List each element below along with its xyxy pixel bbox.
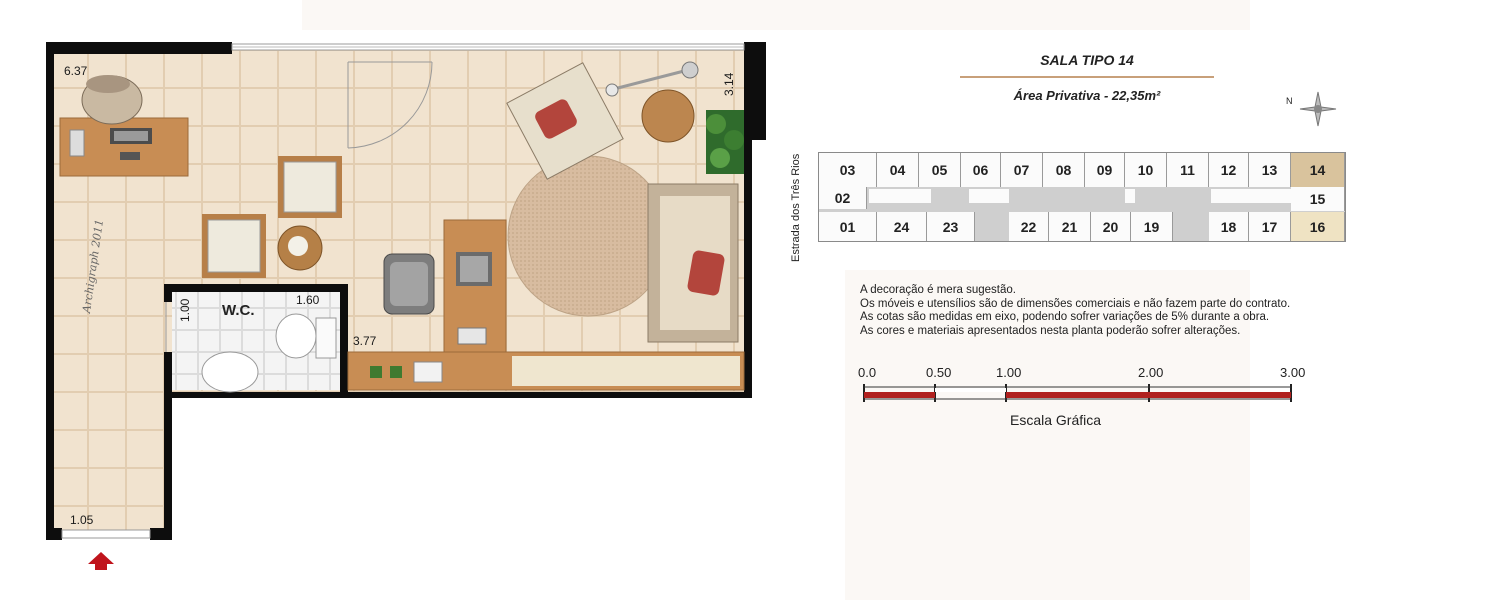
chair-left bbox=[82, 75, 142, 124]
entrance-arrow bbox=[88, 552, 114, 570]
dim-label: 1.05 bbox=[70, 513, 94, 527]
rug bbox=[508, 156, 668, 316]
unit-title: SALA TIPO 14 bbox=[1040, 52, 1134, 68]
note-line: As cores e materiais apresentados nesta planta poderão sofrer alterações. bbox=[860, 324, 1241, 337]
dim-label: 6.37 bbox=[64, 64, 88, 78]
bookshelf bbox=[348, 352, 744, 390]
keyplan-unit-09: 09 bbox=[1085, 153, 1125, 187]
scale-bar bbox=[860, 382, 1296, 404]
keyplan-unit-06: 06 bbox=[961, 153, 1001, 187]
dim-label: 3.14 bbox=[722, 72, 736, 96]
keyplan-unit-14: 14 bbox=[1291, 153, 1345, 187]
keyplan-unit-02: 02 bbox=[819, 187, 867, 209]
window-top bbox=[232, 44, 744, 50]
keyplan-unit-11: 11 bbox=[1167, 153, 1209, 187]
armchair-left bbox=[202, 214, 266, 278]
keyplan-unit-17: 17 bbox=[1249, 212, 1291, 241]
unit-area: Área Privativa - 22,35m² bbox=[1013, 88, 1161, 103]
title-divider bbox=[960, 76, 1214, 78]
dim-label: 1.60 bbox=[296, 293, 320, 307]
street-label: Estrada dos Três Rios bbox=[790, 153, 802, 262]
keyplan-unit-22: 22 bbox=[1009, 212, 1049, 241]
keyplan-unit-20: 20 bbox=[1091, 212, 1131, 241]
keyplan-unit-18: 18 bbox=[1209, 212, 1249, 241]
keyplan-unit-05: 05 bbox=[919, 153, 961, 187]
keyplan-unit-13: 13 bbox=[1249, 153, 1291, 187]
dim-label: 3.77 bbox=[353, 334, 377, 348]
scale-caption: Escala Gráfica bbox=[1010, 412, 1102, 428]
scale-label: 3.00 bbox=[1280, 365, 1306, 380]
keyplan-unit-23: 23 bbox=[927, 212, 975, 241]
keyplan-unit-12: 12 bbox=[1209, 153, 1249, 187]
keyplan-unit-07: 07 bbox=[1001, 153, 1043, 187]
scale-label: 0.0 bbox=[858, 365, 877, 380]
wc-label: W.C. bbox=[222, 302, 255, 319]
keyplan-unit-19: 19 bbox=[1131, 212, 1173, 241]
armchair-top bbox=[278, 156, 342, 218]
keyplan-unit-24: 24 bbox=[877, 212, 927, 241]
note-line: Os móveis e utensílios são de dimensões comerciais e não fazem parte do contrato. bbox=[860, 297, 1291, 310]
dim-label: 1.00 bbox=[178, 298, 192, 322]
scale-label: 0.50 bbox=[926, 365, 952, 380]
keyplan-unit-21: 21 bbox=[1049, 212, 1091, 241]
scale-label: 2.00 bbox=[1138, 365, 1164, 380]
keyplan-unit-08: 08 bbox=[1043, 153, 1085, 187]
keyplan-unit-04: 04 bbox=[877, 153, 919, 187]
note-line: As cotas são medidas em eixo, podendo sofrer variações de 5% durante a obra. bbox=[860, 311, 1270, 323]
coffee-table bbox=[642, 90, 694, 142]
keyplan-unit-03: 03 bbox=[819, 153, 877, 187]
scale-label: 1.00 bbox=[996, 365, 1022, 380]
signature: Archigraph 2011 bbox=[80, 218, 107, 314]
notes bbox=[860, 284, 1290, 338]
office-chair bbox=[384, 254, 434, 314]
keyplan-unit-15: 15 bbox=[1291, 187, 1345, 211]
desk-center bbox=[444, 220, 506, 354]
keyplan-unit-10: 10 bbox=[1125, 153, 1167, 187]
keyplan-unit-01: 01 bbox=[819, 212, 877, 241]
north-label: N bbox=[1286, 96, 1293, 106]
note-line: A decoração é mera sugestão. bbox=[860, 284, 1016, 296]
side-table-round bbox=[278, 226, 322, 270]
plant bbox=[706, 110, 744, 174]
desk-left bbox=[60, 118, 188, 176]
compass-icon bbox=[1298, 90, 1338, 128]
keyplan-unit-16: 16 bbox=[1291, 212, 1345, 241]
